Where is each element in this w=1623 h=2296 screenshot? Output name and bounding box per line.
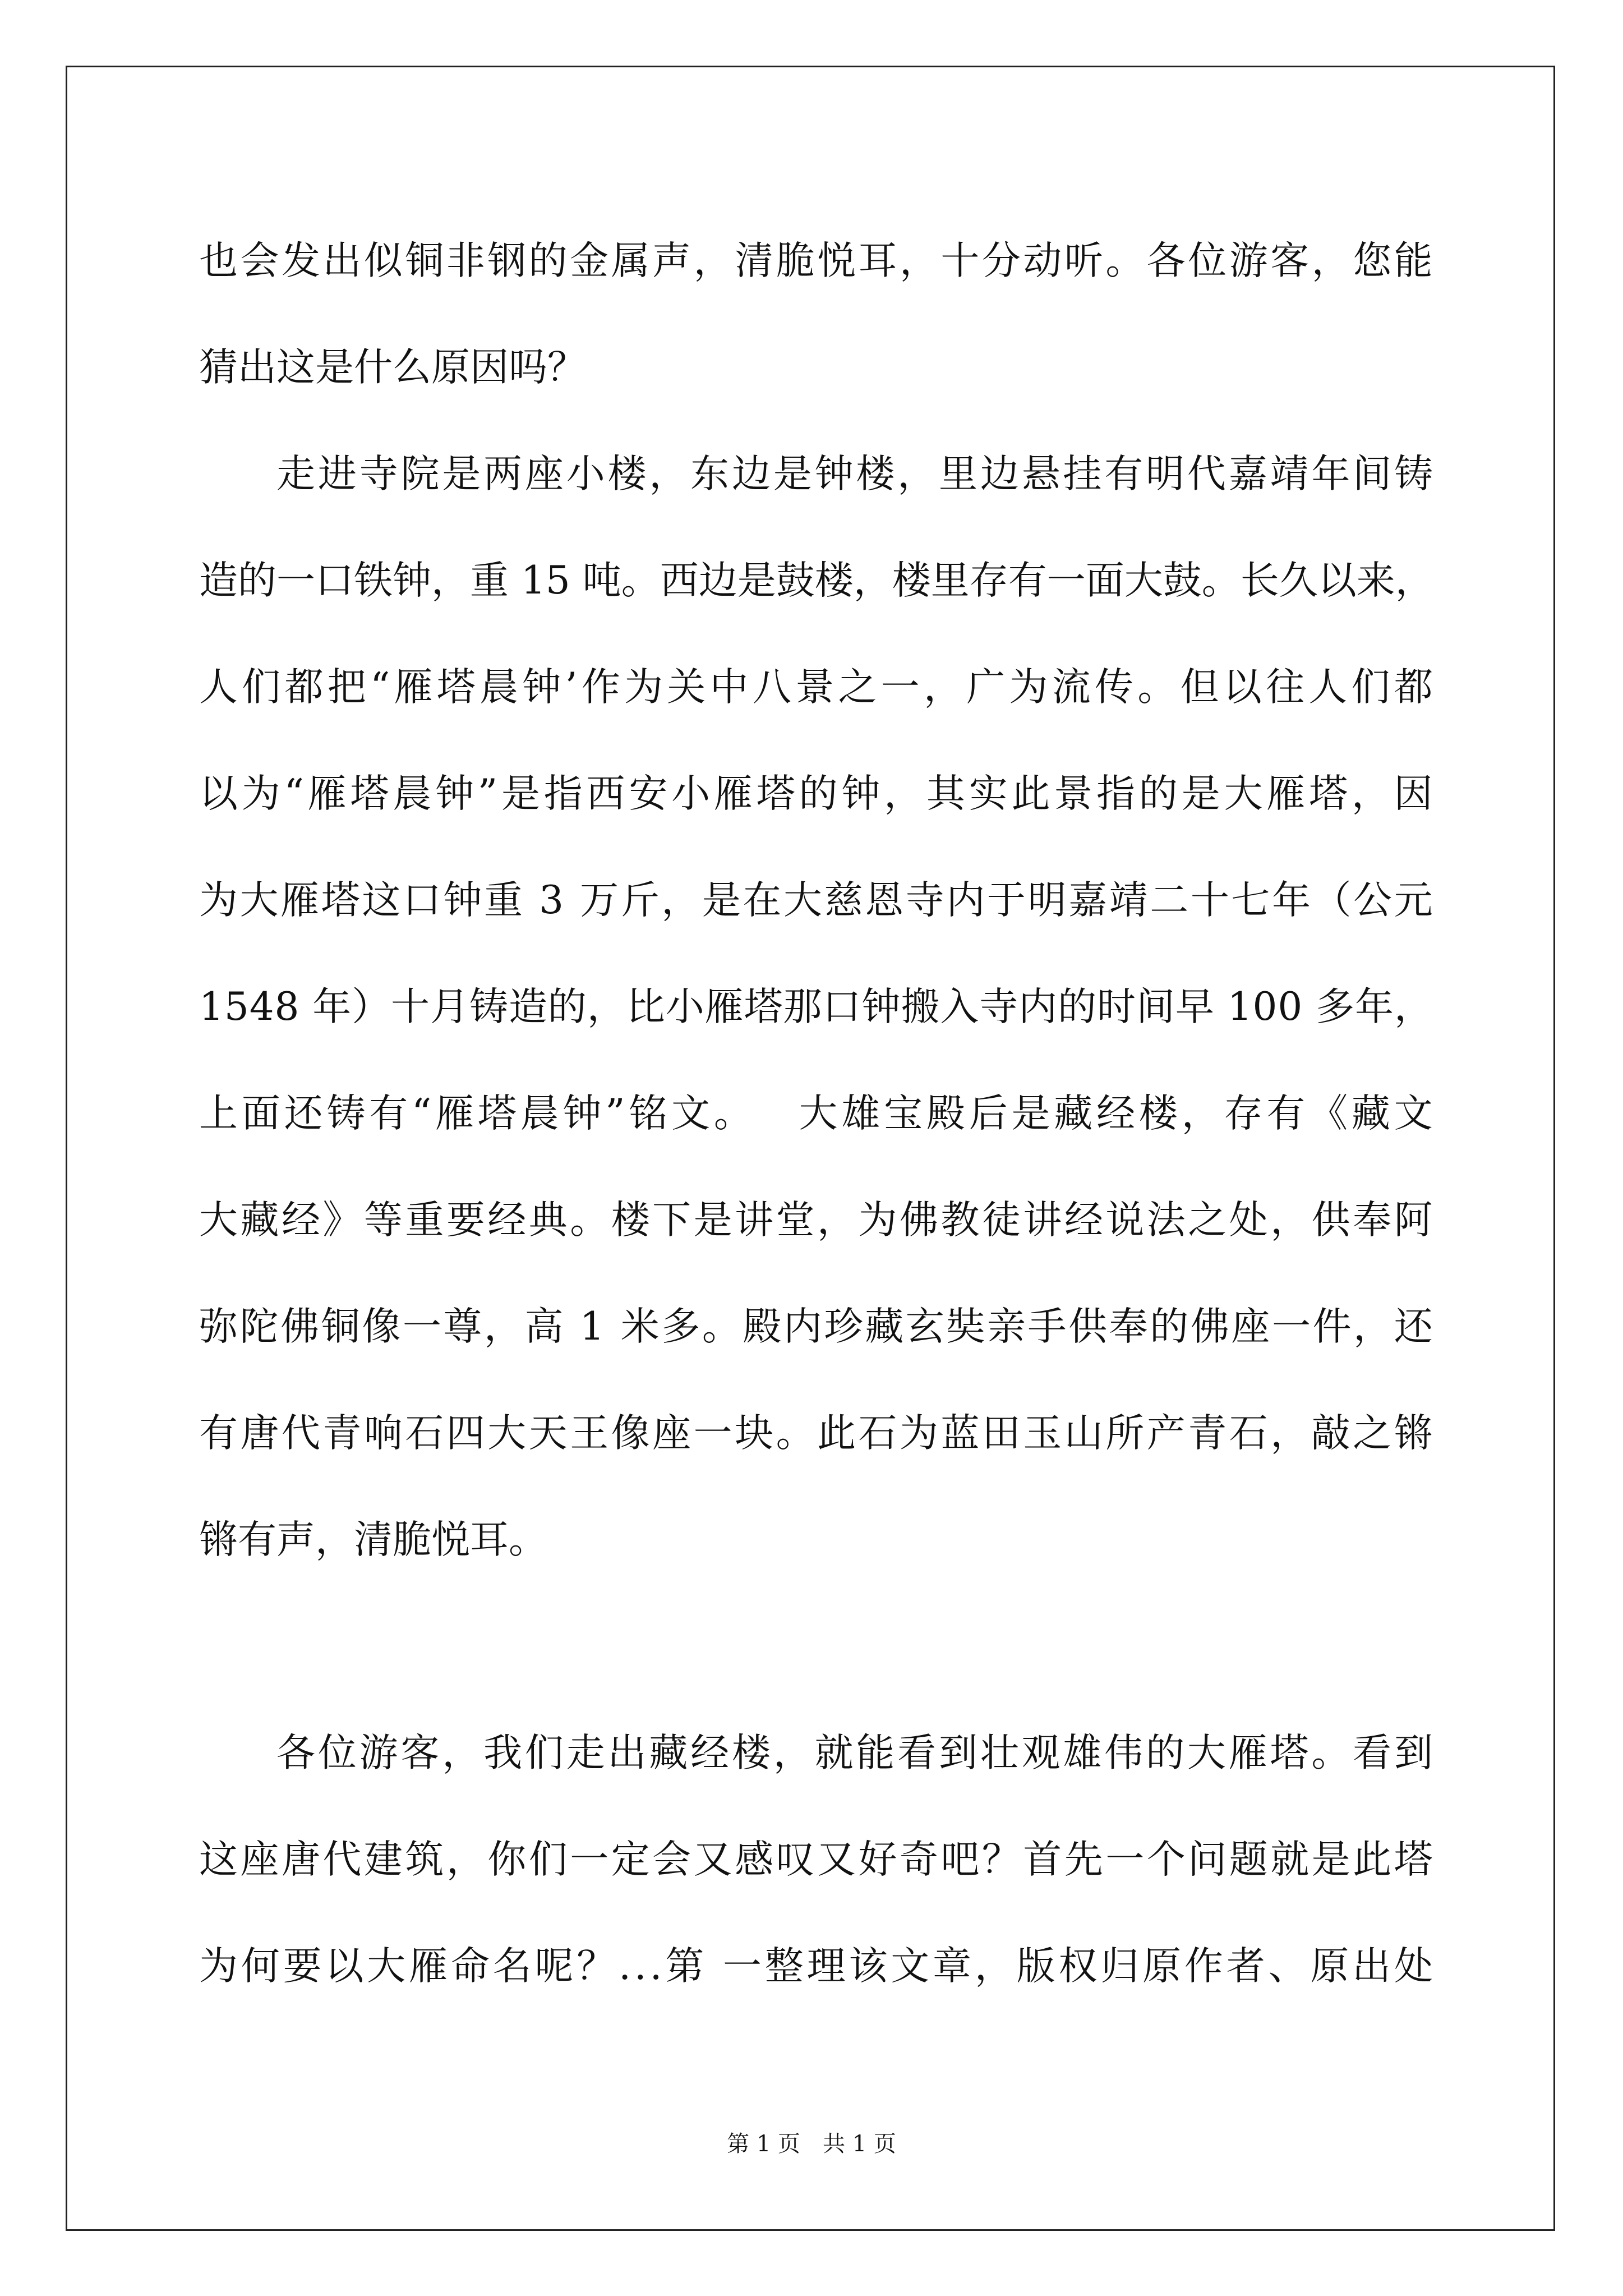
- paragraph-gap: [199, 1593, 1433, 1700]
- text-line: 这 座 唐 代 建 筑 ， 你 们 一 定 会 又 感 叹 又 好 奇 吧 ？ 首 先 一 个 问 题 就 是 此 塔: [199, 1837, 1433, 1882]
- text-line: 1 5 4 8 年 ） 十 月 铸 造 的 ， 比 小 雁 塔 那 口 钟 搬 入 寺 内 的 时 间 早 1 0 0 多 年 ，: [199, 984, 1433, 1029]
- text-line: 为 大 雁 塔 这 口 钟 重 3 万 斤 ， 是 在 大 慈 恩 寺 内 于 明 嘉 靖 二 十 七 年 （ 公 元: [199, 878, 1433, 923]
- text-line: 也 会 发 出 似 铜 非 钢 的 金 属 声 ， 清 脆 悦 耳 ， 十 分 动 听 。 各 位 游 客 ， 您 能: [199, 238, 1433, 283]
- text-line: 猜出这是什么原因吗？: [199, 345, 586, 390]
- text-line: 以 为 “ 雁 塔 晨 钟 ” 是 指 西 安 小 雁 塔 的 钟 ， 其 实 此 景 指 的 是 大 雁 塔 ， 因: [199, 771, 1433, 816]
- text-line: 锵有声，清脆悦耳。: [199, 1517, 547, 1562]
- page-number: 第 1 页: [727, 2131, 800, 2157]
- text-line: 上 面 还 铸 有 “ 雁 塔 晨 钟 ” 铭 文 。 大 雄 宝 殿 后 是 藏 经 楼 ， 存 有 《 藏 文: [199, 1091, 1433, 1136]
- text-line: 为 何 要 以 大 雁 命 名 呢 ？ . . . 第 一 整 理 该 文 章 ， 版 权 归 原 作 者 、 原 出 处: [199, 1944, 1433, 1989]
- text-line: 大 藏 经 》 等 重 要 经 典 。 楼 下 是 讲 堂 ， 为 佛 教 徒 讲 经 说 法 之 处 ， 供 奉 阿: [199, 1198, 1433, 1243]
- text-line: 人 们 都 把 “ 雁 塔 晨 钟 ’ 作 为 关 中 八 景 之 一 ， 广 为 流 传 。 但 以 往 人 们 都: [199, 665, 1433, 710]
- text-line: 走 进 寺 院 是 两 座 小 楼 ， 东 边 是 钟 楼 ， 里 边 悬 挂 有 明 代 嘉 靖 年 间 铸: [276, 452, 1433, 496]
- text-line: 造 的 一 口 铁 钟 ， 重 1 5 吨 。 西 边 是 鼓 楼 ， 楼 里 存 有 一 面 大 鼓 。 长 久 以 来 ，: [199, 558, 1434, 603]
- text-line: 有 唐 代 青 响 石 四 大 天 王 像 座 一 块 。 此 石 为 蓝 田 玉 山 所 产 青 石 ， 敲 之 锵: [199, 1411, 1433, 1456]
- page-footer: [0, 2126, 1623, 2158]
- document-body: [199, 208, 1433, 2019]
- page-total: 共 1 页: [823, 2131, 896, 2157]
- text-line: 弥 陀 佛 铜 像 一 尊 ， 高 1 米 多 。 殿 内 珍 藏 玄 奘 亲 手 供 奉 的 佛 座 一 件 ， 还: [199, 1304, 1433, 1349]
- text-line: 各 位 游 客 ， 我 们 走 出 藏 经 楼 ， 就 能 看 到 壮 观 雄 伟 的 大 雁 塔 。 看 到: [276, 1731, 1433, 1775]
